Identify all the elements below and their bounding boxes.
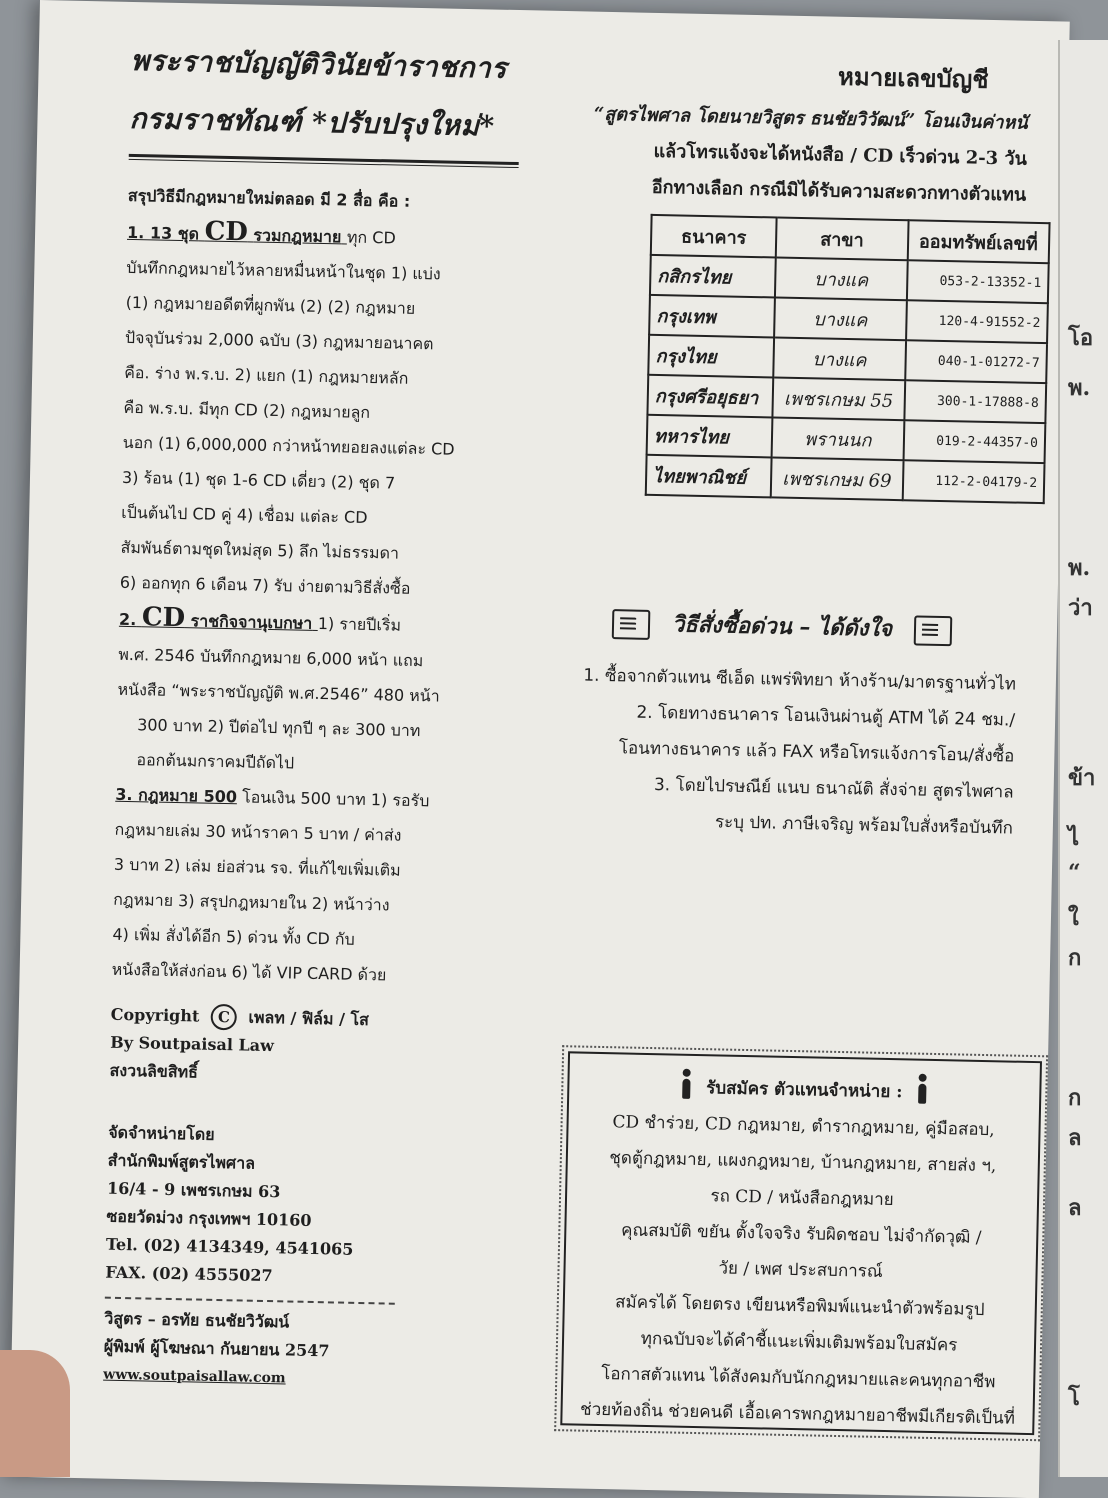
authors: วิสูตร – อรทัย ธนชัยวิวัฒน์ [104,1308,290,1332]
edge-text: ก [1068,1085,1082,1111]
bank-table [645,214,1051,504]
recruit-heading: รับสมัคร ตัวแทนจำหน่าย : [581,1068,1028,1113]
bank-name: กรุงไทย [648,335,774,378]
bank-name: ทหารไทย [647,415,773,458]
bank-name: ไทยพาณิชย์ [646,455,772,498]
edge-text: ข้า [1068,765,1096,791]
address-line2: ซอยวัดม่วง กรุงเทพฯ 10160 [106,1206,312,1230]
account-number: 120-4-91552-2 [906,300,1048,343]
edge-text: โอ [1068,325,1094,351]
copyright-media: เพลท / ฟิล์ม / โส [248,1007,370,1030]
distributor-label: จัดจำหน่ายโดย [108,1122,215,1144]
adjacent-page-edge [1058,40,1108,1477]
recruit-line: คุณสมบัติ ขยัน ตั้งใจจริง รับผิดชอบ ไม่จำกัดวุฒิ / [620,1220,982,1248]
account-number: 019-2-44357-0 [903,420,1045,463]
account-number: 053-2-13352-1 [906,260,1048,303]
bank-branch: พรานนก [772,417,904,460]
section-1 [119,213,527,608]
website-link[interactable]: www.soutpaisallaw.com [103,1366,286,1387]
right-column [543,51,1042,847]
edge-text: “ [1068,860,1081,886]
copyright-label: Copyright [110,1004,200,1026]
bank-branch: บางแค [775,257,907,300]
document-icon [612,609,651,640]
recruit-line: ทุกฉบับจะได้คำชี้แนะเพิ่มเติมพร้อมใบสมัคร [640,1328,958,1356]
section-2-heading: 2. CD ราชกิจจานุเบกษา [118,602,313,634]
section-1-text: ทุก CD บันทึกกฎหมายไว้หลายหมื่นหน้าในชุด 1) แบ่ง (1) กฎหมายอดีตที่ผูกพัน (2) (2) กฎหมาย ปัจจุบันร่วม 2,000 ฉบับ (3) กฎหมายอนาคต คือ. ร่าง พ.ร.บ. 2) แยก (1) กฎหมายหลัก คือ พ.ร.บ. มีทุก CD (2) กฎหมายลูก นอก (1) 6,000,000 กว่าหน้าทยอยลงแต่ละ CD 3) ร้อน (1) ชุด 1-6 CD เดี่ยว (2) ชุด 7 เป็นต้นไป CD คู่ 4) เชื่อม แต่ละ CD สัมพันธ์ตามชุดใหม่สุด 5) ลึก ไม่ธรรมดา 6) ออกทุก 6 เดือน 7) รับ ง่ายตามวิธีสั่งซื้อ [119,227,455,598]
publisher-name: สำนักพิมพ์สูตรไพศาล [107,1150,256,1173]
rights-reserved: สงวนลิขสิทธิ์ [109,1060,199,1082]
order-heading [547,604,1018,649]
section-1-heading: 1. 13 ชุด CD รวมกฎหมาย [126,216,342,248]
recruit-line: ช่วยท้องถิ่น ช่วยคนดี เอื้อเคารพกฎหมายอาชีพมีเกียรติเป็นที่ [579,1399,1016,1429]
recruit-line: ชุดตู้กฎหมาย, แผงกฎหมาย, บ้านกฎหมาย, สายส่ง ฯ, [609,1148,997,1177]
recruit-line: วัย / เพศ ประสบการณ์ [718,1258,883,1282]
account-title: หมายเลขบัญชี [837,61,989,94]
bank-branch: เพชรเกษม 55 [773,377,905,420]
section-3-heading: 3. กฎหมาย 500 [115,784,238,807]
order-methods [543,657,1017,847]
order-item: 3. โดยไปรษณีย์ แนบ ธนาณัติ สั่งจ่าย สูตรไพศาล [653,775,1014,803]
dashed-divider [105,1297,395,1305]
publisher-block [103,1119,509,1397]
edge-text: ใ [1068,905,1079,931]
edge-text: ว่า [1068,595,1093,621]
account-number: 112-2-04179-2 [902,460,1044,503]
recruit-line: โอกาสตัวแทน ได้สังคมกับนักกฎหมายและคนทุกอาชีพ [600,1364,996,1393]
edge-text: ก [1068,945,1082,971]
order-item: 2. โดยทางธนาคาร โอนเงินผ่านตู้ ATM ได้ 24 ชม./ [636,702,1016,731]
recruit-line: รถ CD / หนังสือกฎหมาย [710,1186,894,1211]
intro-text: สรุปวิธีมีกฎหมายใหม่ตลอด มี 2 สื่อ คือ : [127,185,411,211]
telephone: Tel. (02) 4134349, 4541065 [105,1234,354,1259]
page-title-line2: กรมราชทัณฑ์ *ปรับปรุงใหม่* [129,101,495,143]
address-line1: 16/4 - 9 เพชรเกษม 63 [106,1178,281,1202]
book-page [9,0,1070,1498]
copyright-icon: C [211,1004,238,1031]
account-number: 040-1-01272-7 [905,340,1047,383]
page-title-line1: พระราชบัญญัติวินัยข้าราชการ [130,43,508,85]
printer-info: ผู้พิมพ์ ผู้โฆษณา กันยายน 2547 [103,1336,330,1361]
bank-branch: บางแค [773,337,905,380]
thumb [0,1350,70,1477]
bank-branch: บางแค [774,297,906,340]
header-bank: ธนาคาร [651,215,777,258]
bank-branch: เพชรเกษม 69 [771,457,903,500]
table-row [646,455,1045,503]
person-icon [683,1078,691,1098]
recruit-line: สมัครได้ โดยตรง เขียนหรือพิมพ์แนะนำตัวพร้อมรูป [614,1292,985,1321]
bank-name: กสิกรไทย [650,255,776,298]
order-item: โอนทางธนาคาร แล้ว FAX หรือโทรแจ้งการโอน/สั่งซื้อ [618,738,1015,767]
section-3-text: โอนเงิน 500 บาท 1) รอรับ กฎหมายเล่ม 30 หน้าราคา 5 บาท / ค่าส่ง 3 บาท 2) เล่ม ย่อส่วน รจ. ที่แก้ไขเพิ่มเติม กฎหมาย 3) สรุปกฎหมายใน 2) หน้าว่าง 4) เพิ่ม สั่งได้อีก 5) ด่วน ทั้ง CD กับ หนังสือให้ส่งก่อน 6) ได้ VIP CARD ด้วย [111,787,430,985]
left-column [103,32,531,1397]
person-icon [918,1083,926,1103]
title-divider [129,154,519,168]
account-alternative: อีกทางเลือก กรณีมิได้รับความสะดวกทางตัวแทน [651,176,1027,206]
copyright-owner: By Soutpaisal Law [109,1032,275,1056]
order-title: วิธีสั่งซื้อด่วน – ได้ดังใจ [671,611,893,642]
account-name: “สูตรไพศาล โดยนายวิสูตร ธนชัยวิวัฒน์” โอนเงินค่าหนั [593,103,1028,134]
edge-text: โ [1068,1385,1080,1411]
order-item: 1. ซื้อจากตัวแทน ซีเอ็ด แพร่พิทยา ห้างร้าน/มาตรฐานทั่วไท [583,665,1017,695]
edge-text: ล [1068,1125,1082,1151]
header-account: ออมทรัพย์เลขที่ [907,220,1049,263]
account-note: แล้วโทรแจ้งจะได้หนังสือ / CD เร็วด่วน 2-3 วัน [653,140,1028,170]
account-number: 300-1-17888-8 [904,380,1046,423]
bank-name: กรุงศรีอยุธยา [647,375,773,418]
copyright-block [109,1001,511,1093]
order-item: ระบุ ปท. ภาษีเจริญ พร้อมใบสั่งหรือบันทึก [714,812,1014,839]
document-icon [913,615,952,646]
recruit-line: CD ชำร่วย, CD กฎหมาย, ตำรากฎหมาย, คู่มือสอบ, [612,1112,995,1141]
edge-text: พ. [1068,555,1091,581]
header-branch: สาขา [776,217,908,260]
edge-text: ไ [1068,825,1080,851]
section-3 [111,777,515,995]
bank-name: กรุงเทพ [649,295,775,338]
edge-text: พ. [1068,375,1091,401]
edge-text: ล [1068,1195,1082,1221]
section-2 [116,600,520,785]
section-2-text: 1) รายปีเริ่ม พ.ศ. 2546 บันทึกกฎหมาย 6,000 หน้า แถม หนังสือ “พระราชบัญญัติ พ.ศ.2546” 480 หน้า 300 บาท 2) ปีต่อไป ทุกปี ๆ ละ 300 บาท ออกต้นมกราคมปีถัดไป [117,613,440,773]
recruitment-box [560,1051,1042,1435]
fax: FAX. (02) 4555027 [105,1262,273,1286]
